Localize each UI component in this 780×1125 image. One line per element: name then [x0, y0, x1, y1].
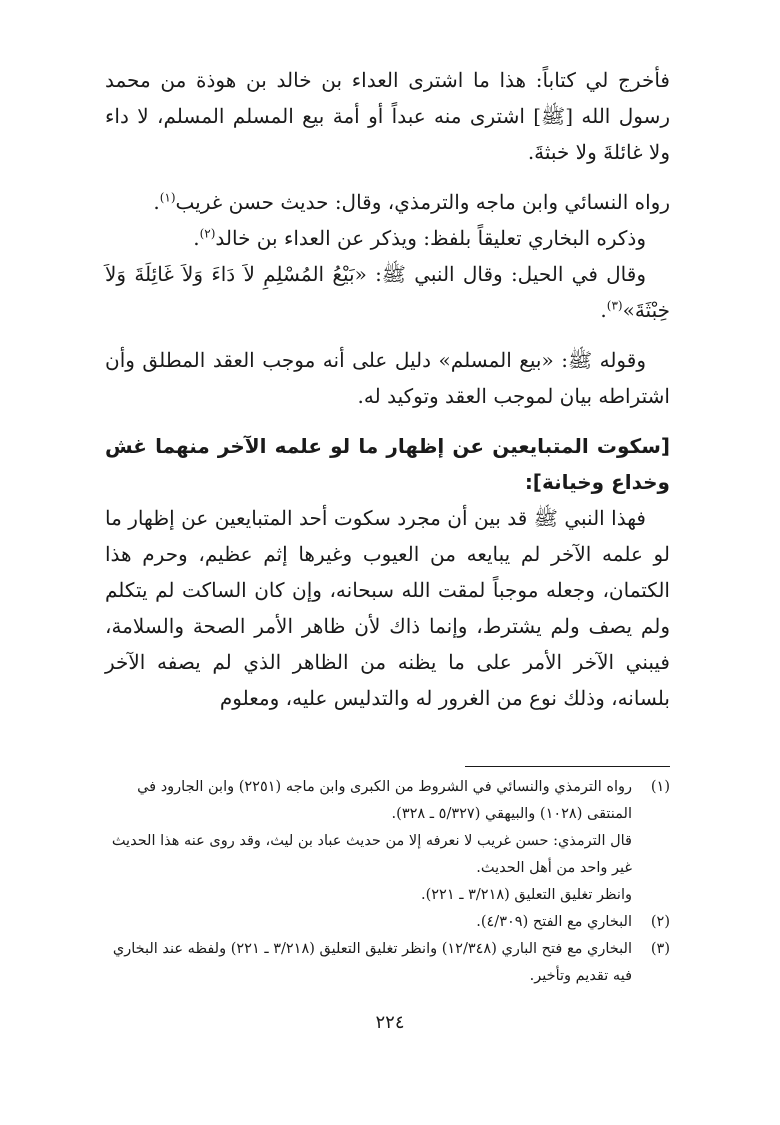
paragraph-bukhari	[105, 220, 670, 256]
footnote-text: البخاري مع فتح الباري (١٢/٣٤٨) وانظر تغليق التعليق (٣/٢١٨ ـ ٢٢١) ولفظه عند البخاري فيه تقديم وتأخير.	[112, 941, 632, 984]
narration-end: .	[153, 190, 160, 214]
footnotes	[105, 774, 670, 990]
footnote-ref-2: (٢)	[199, 226, 216, 241]
main-text	[105, 62, 670, 716]
footnote-1-see-also: وانظر تغليق التعليق (٣/٢١٨ ـ ٢٢١).	[420, 887, 632, 903]
footnote-divider	[465, 766, 670, 767]
paragraph-hiyal	[105, 256, 670, 328]
footnote-text: البخاري مع الفتح (٤/٣٠٩).	[476, 914, 632, 930]
section-heading: [سكوت المتبايعين عن إظهار ما لو علمه الآخر منهما غش وخداع وخيانة]:	[105, 434, 670, 494]
narration-text: رواه النسائي وابن ماجه والترمذي، وقال: حديث حسن غريب	[175, 190, 670, 214]
bukhari-end: .	[193, 226, 200, 250]
footnote-text: رواه الترمذي والنسائي في الشروط من الكبرى وابن ماجه (٢٢٥١) وابن الجارود في المنتقى (١٠٢٨) والبيهقي (٥/٣٢٧ ـ ٣٢٨).	[137, 779, 632, 822]
footnote-number: (١)	[650, 779, 670, 795]
footnote-ref-1: (١)	[159, 190, 176, 205]
footnote-ref-3: (٣)	[606, 298, 623, 313]
page-number: ٢٢٤	[375, 1012, 405, 1033]
footnote-3	[105, 936, 670, 990]
footnote-1-continued: قال الترمذي: حسن غريب لا نعرفه إلا من حديث عباد بن ليث، وقد روى عنه هذا الحديث غير واحد من أهل الحديث.	[111, 833, 632, 876]
footnote-number: (٣)	[650, 941, 670, 957]
footnote-1	[105, 774, 670, 828]
hiyal-end: .	[600, 298, 607, 322]
footnote-number: (٢)	[650, 914, 670, 930]
bukhari-text: وذكره البخاري تعليقاً بلفظ: ويذكر عن العداء بن خالد	[215, 226, 646, 250]
paragraph-narration	[105, 184, 670, 220]
hiyal-text: وقال في الحيل: وقال النبي ﷺ: «بَيْعُ المُسْلِمِ لاَ دَاءَ وَلاَ غَائِلَةَ وَلاَ خِبْثَةَ»	[105, 262, 670, 322]
paragraph-explanation: فهذا النبي ﷺ قد بين أن مجرد سكوت أحد المتبايعين عن إظهار ما لو علمه الآخر لم يبايعه من العيوب وغيرها إثم عظيم، وحرم هذا الكتمان، وجعله موجباً لمقت الله سبحانه، وإن كان الساكت لم يتكلم ولم يصف ولم يشترط، وإنما ذاك لأن ظاهر الأمر الصحة والسلامة، فيبني الآخر الأمر على ما يظنه من الظاهر الذي لم يصفه الآخر بلسانه، وذلك نوع من الغرور له والتدليس عليه، ومعلوم	[105, 506, 670, 710]
footnote-2	[105, 909, 670, 936]
paragraph-commentary: وقوله ﷺ: «بيع المسلم» دليل على أنه موجب العقد المطلق وأن اشتراطه بيان لموجب العقد وتوكيد له.	[105, 348, 670, 408]
paragraph-hadith: فأخرج لي كتاباً: هذا ما اشترى العداء بن خالد بن هوذة من محمد رسول الله [ﷺ] اشترى منه عبداً أو أمة بيع المسلم المسلم، لا داء ولا غائلةَ ولا خبثةَ.	[105, 68, 670, 164]
